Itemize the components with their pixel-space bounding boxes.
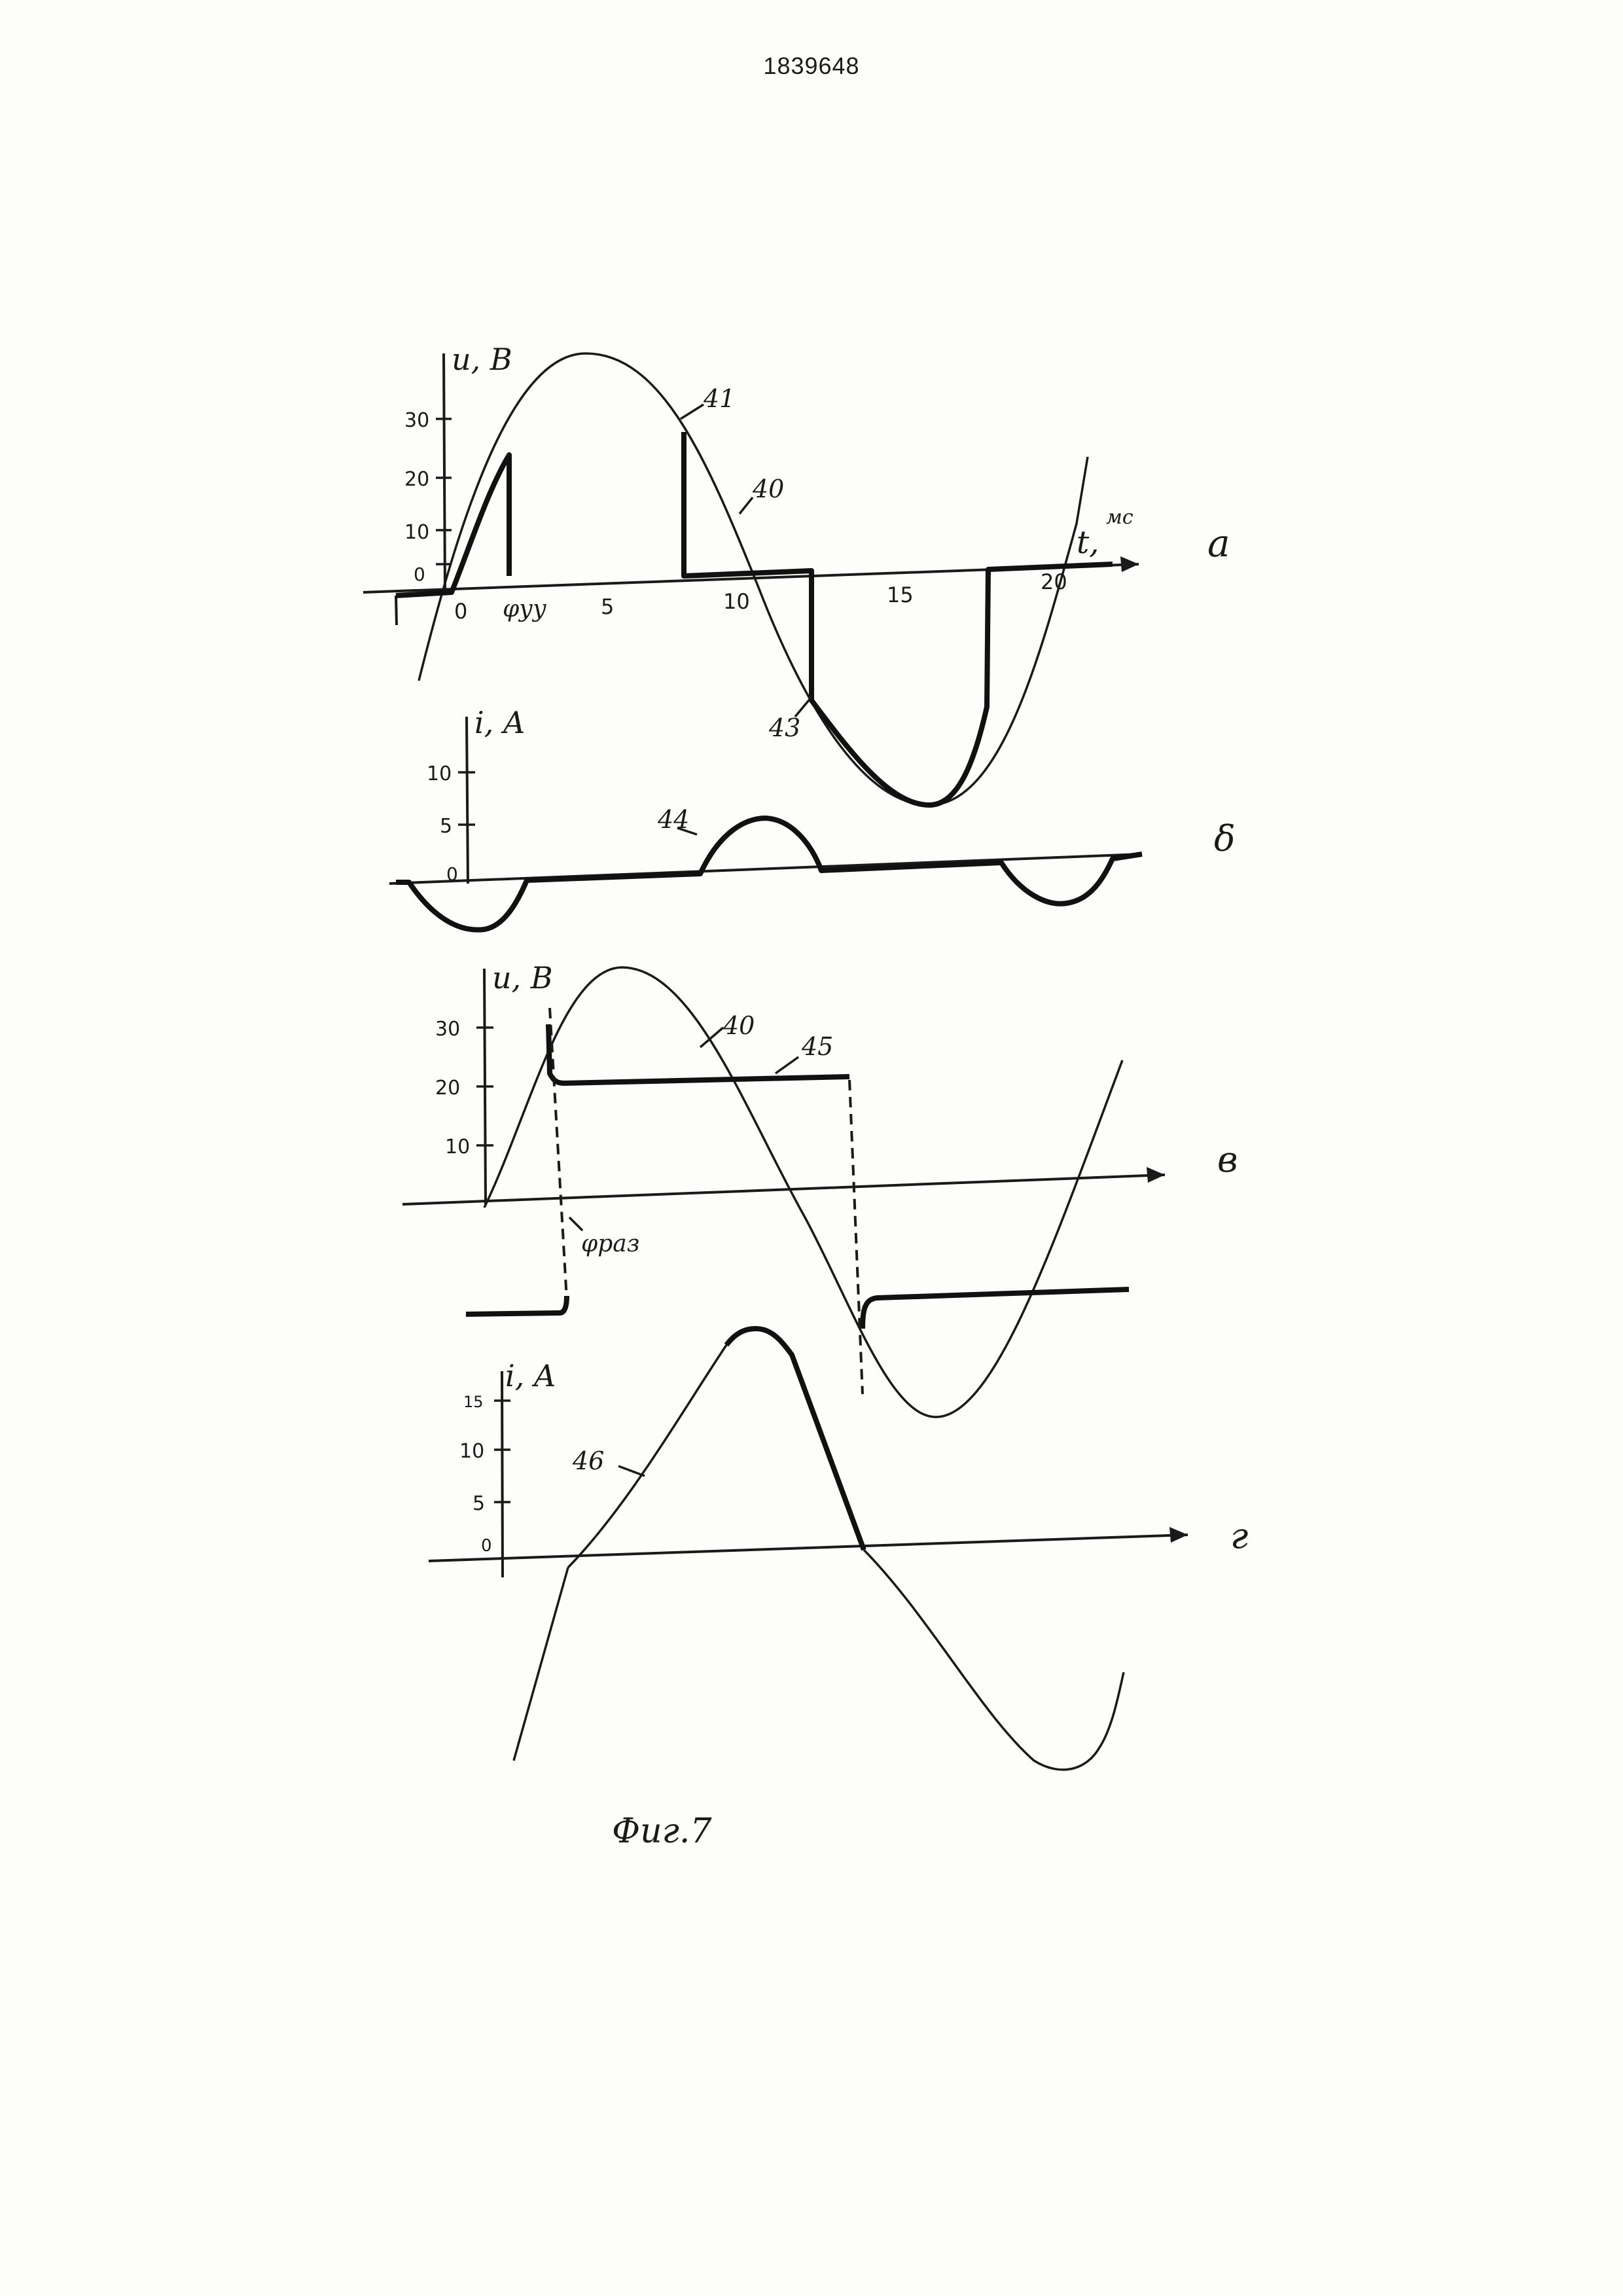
panel-c-dashed-drop-1: [550, 1008, 567, 1299]
panel-d-ytick-15: 15: [463, 1393, 484, 1411]
panel-a-xtick-0: 0: [454, 599, 468, 624]
panel-a-y-label: u, B: [452, 342, 512, 377]
panel-b: [389, 705, 1236, 930]
panel-a-ref-43: 43: [769, 713, 801, 742]
panel-b-letter: δ: [1214, 818, 1236, 859]
panel-a-ref-41: 41: [704, 384, 736, 413]
figure-caption: Фиг.7: [612, 1812, 712, 1851]
panel-c-phase-label: φраз: [581, 1230, 640, 1257]
leader-line: [618, 1466, 645, 1476]
panel-a-left-mark: [396, 596, 397, 625]
panel-d-curve-46-tail: [864, 1550, 1124, 1770]
panel-a-x-arrow: [1120, 556, 1139, 572]
panel-b-ytick-0: 0: [446, 863, 458, 885]
leader-line: [569, 1217, 582, 1230]
panel-c-ytick-30: 30: [435, 1018, 461, 1041]
panel-b-ytick-10: 10: [427, 762, 452, 785]
panel-c-y-label: u, B: [492, 960, 553, 996]
panel-b-ref-44: 44: [658, 805, 690, 834]
panel-d-letter: г: [1230, 1515, 1249, 1556]
panel-c-ytick-10: 10: [445, 1136, 471, 1158]
leader-line: [740, 497, 753, 514]
panel-a-x-unit: мс: [1106, 506, 1133, 529]
panel-d-y-label: i, A: [505, 1358, 556, 1393]
panel-c-curve-45-lower: [466, 1289, 1129, 1329]
panel-d-x-arrow: [1169, 1527, 1188, 1543]
panel-a-xtick-5: 5: [601, 594, 615, 619]
panel-a-xtick-15: 15: [887, 583, 914, 607]
panel-d-ref-46: 46: [573, 1446, 605, 1475]
panel-d-curve-46-peak: [726, 1329, 864, 1550]
panel-c-ref-45: 45: [802, 1032, 834, 1061]
leader-line: [681, 404, 704, 419]
leader-line: [776, 1057, 798, 1073]
panel-d-ytick-10: 10: [459, 1440, 485, 1463]
panel-d-curve-46-lower-left: [514, 1568, 568, 1761]
panel-b-curve-44: [396, 818, 1142, 930]
panel-c-ytick-20: 20: [435, 1077, 461, 1100]
panel-d-ytick-5: 5: [473, 1492, 486, 1515]
panel-d-ytick-0: 0: [481, 1536, 492, 1556]
document-number: 1839648: [763, 52, 860, 79]
panel-c-x-arrow: [1147, 1167, 1165, 1183]
panel-b-y-label: i, A: [474, 705, 526, 740]
panel-c: [402, 960, 1238, 1417]
panel-b-ytick-5: 5: [440, 815, 453, 838]
panel-c-letter: в: [1217, 1139, 1238, 1180]
panel-a-x-label: t,: [1077, 524, 1099, 561]
panel-b-y-axis: [467, 717, 468, 884]
panel-a-ref-40: 40: [753, 475, 785, 503]
panel-a-ytick-10: 10: [404, 521, 430, 544]
panel-c-dashed-drop-2: [849, 1080, 863, 1394]
panel-d-y-axis: [502, 1371, 503, 1577]
panel-c-ref-40: 40: [723, 1011, 755, 1040]
panel-a-y-axis: [444, 353, 445, 592]
panel-b-x-axis: [389, 854, 1142, 884]
panel-a-phase-label: φуу: [503, 596, 546, 622]
panel-a-ytick-30: 30: [404, 409, 430, 432]
panel-a-letter: а: [1207, 521, 1230, 565]
panel-a-ytick-0: 0: [414, 564, 425, 585]
panel-a-xtick-10: 10: [723, 589, 750, 614]
panel-d-x-axis: [429, 1535, 1188, 1561]
panel-d: [429, 1329, 1248, 1770]
panel-a-xtick-20: 20: [1041, 569, 1067, 594]
panel-a-ytick-20: 20: [404, 468, 430, 491]
